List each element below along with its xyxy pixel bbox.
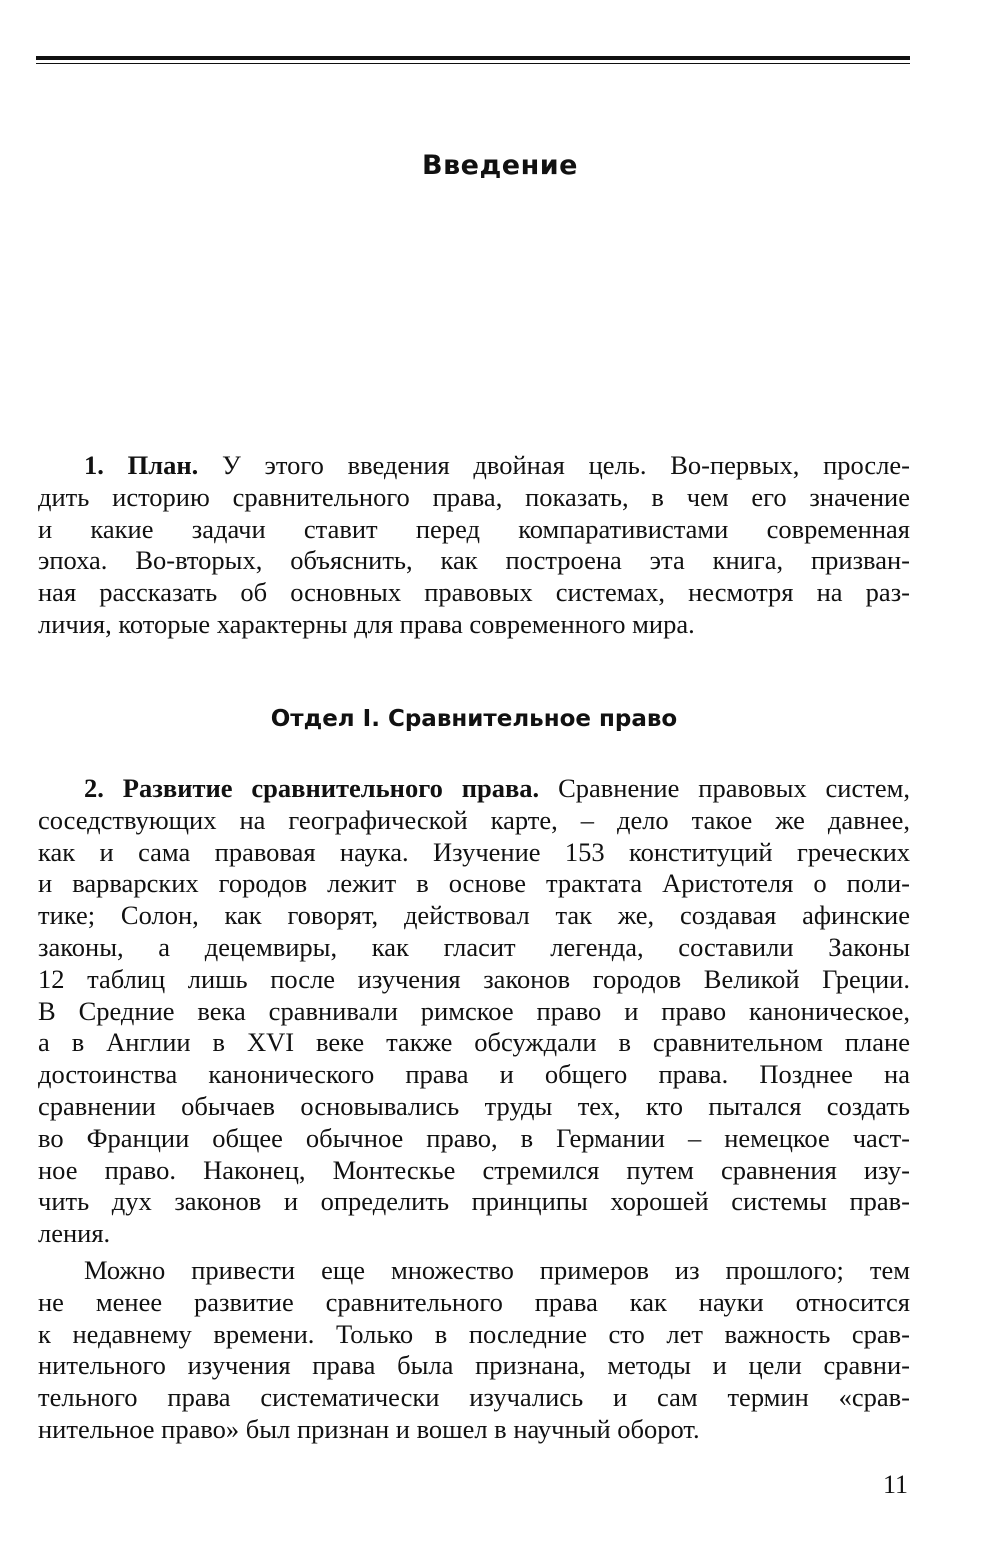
text-line: не менее развитие сравнительного права как науки относится [38,1286,910,1317]
text-line: законы, а децемвиры, как гласит легенда, составили Законы [38,931,910,962]
text-line: и какие задачи ставит перед компаративистами современная [38,513,910,544]
text-line: ное право. Наконец, Монтескье стремился путем сравнения изу- [38,1154,910,1185]
paragraph-development [38,773,910,1250]
text-line: эпоха. Во-вторых, объяснить, как построена эта книга, призван- [38,545,910,576]
text-line: и варварских городов лежит в основе трактата Аристотеля о поли- [38,868,910,899]
paragraph-recent [38,1255,910,1446]
chapter-title: Введение [422,150,578,181]
text-line: тике; Солон, как говорят, действовал так же, создавая афинские [38,900,910,931]
text-line: к недавнему времени. Только в последние сто лет важность срав- [38,1318,910,1349]
paragraph-heading: 1. План. [84,450,199,480]
text-line: нительное право» был признан и вошел в научный оборот. [38,1413,700,1444]
page-number: 11 [882,1470,908,1499]
text-line: нительного изучения права была признана, методы и цели сравни- [38,1350,910,1381]
paragraph-heading: 2. Развитие сравнительного права. [84,773,540,803]
text-line: 12 таблиц лишь после изучения законов городов Великой Греции. [38,963,910,994]
text-line: сравнении обычаев основывались труды тех, кто пытался создать [38,1090,910,1121]
text-line: ная рассказать об основных правовых системах, несмотря на раз- [38,577,910,608]
text-line: во Франции общее обычное право, в Германии – немецкое част- [38,1122,910,1153]
text-line: Можно привести еще множество примеров из прошлого; тем [84,1255,910,1285]
header-rule [36,56,910,64]
text-line: а в Англии в XVI веке также обсуждали в сравнительном плане [38,1027,910,1058]
text-line: дить историю сравнительного права, показать, в чем его значение [38,481,910,512]
text-line: 1. План. У этого введения двойная цель. Во-первых, просле- [84,450,911,480]
text-line: тельного права систематически изучались и сам термин «срав- [38,1382,910,1413]
paragraph-plan [38,450,910,641]
text-line: достоинства канонического права и общего права. Позднее на [38,1059,910,1090]
text-line: В Средние века сравнивали римское право и право каноническое, [38,995,910,1026]
text-line: личия, которые характерны для права современного мира. [38,608,695,639]
text-line: соседствующих на географической карте, – дело такое же давнее, [38,804,910,835]
text-line: 2. Развитие сравнительного права. Сравнение правовых систем, [84,773,910,803]
text-line: чить дух законов и определить принципы хорошей системы прав- [38,1186,910,1217]
text-line: ления. [38,1218,111,1249]
text-line: как и сама правовая наука. Изучение 153 конституций греческих [38,836,910,867]
section-title: Отдел I. Сравнительное право [270,706,678,732]
